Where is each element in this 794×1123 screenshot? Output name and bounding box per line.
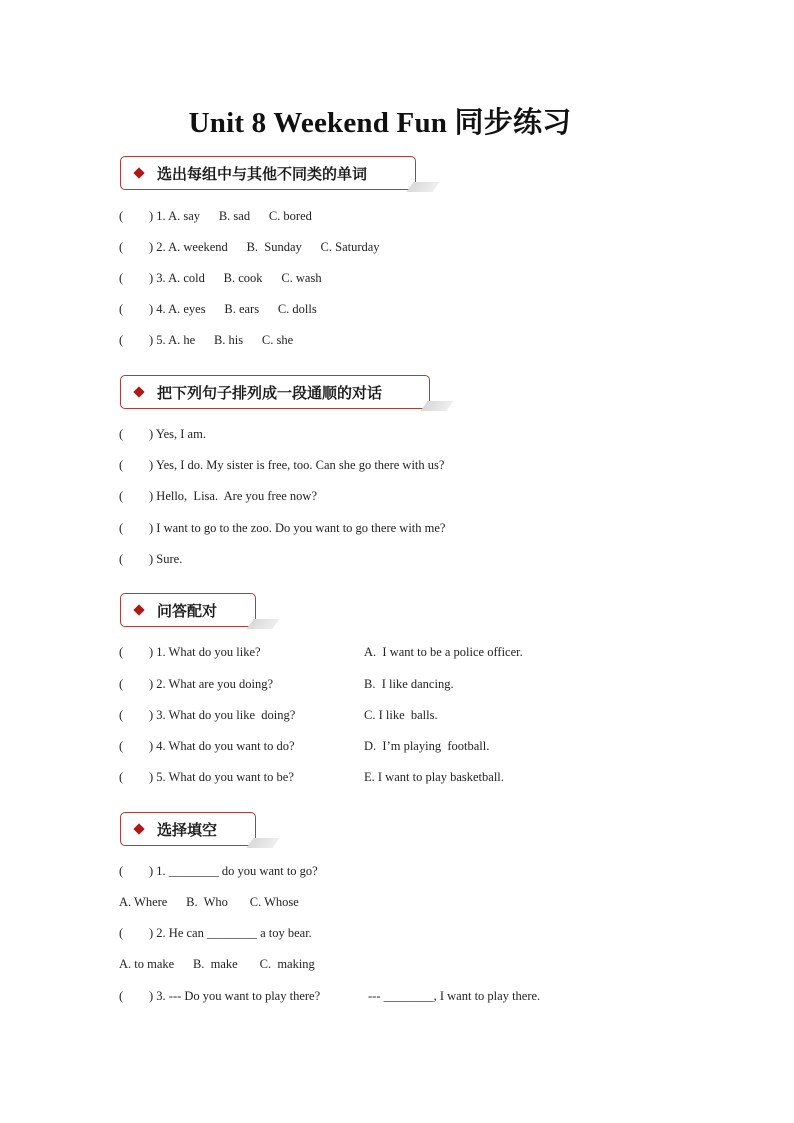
s2-item-5: ( ) Sure.: [119, 552, 183, 566]
s3-question-1: ( ) 1. What do you like?: [119, 645, 261, 659]
s1-item-3: ( ) 3. A. cold B. cook C. wash: [119, 271, 322, 285]
section-4-banner: [120, 812, 270, 848]
s3-question-4: ( ) 4. What do you want to do?: [119, 739, 295, 753]
s1-item-2: ( ) 2. A. weekend B. Sunday C. Saturday: [119, 240, 380, 254]
section-1-banner: [120, 156, 420, 192]
banner-shadow: [406, 182, 439, 192]
s3-answer-b: B. I like dancing.: [364, 677, 454, 691]
section-2-banner: [120, 375, 440, 411]
s3-answer-a: A. I want to be a police officer.: [364, 645, 523, 659]
s4-options-1: A. Where B. Who C. Whose: [119, 895, 299, 909]
diamond-icon: [133, 604, 144, 615]
banner-shadow: [420, 401, 453, 411]
section-3-heading: 问答配对: [157, 601, 218, 620]
s2-item-4: ( ) I want to go to the zoo. Do you want to go there with me?: [119, 521, 446, 535]
s2-item-3: ( ) Hello, Lisa. Are you free now?: [119, 489, 317, 503]
s3-question-5: ( ) 5. What do you want to be?: [119, 770, 294, 784]
s4-reply-3: --- ________, I want to play there.: [368, 989, 541, 1003]
s2-item-1: ( ) Yes, I am.: [119, 427, 206, 441]
section-2-box: [120, 375, 430, 409]
s2-item-2: ( ) Yes, I do. My sister is free, too. Can she go there with us?: [119, 458, 445, 472]
s3-answer-c: C. I like balls.: [364, 708, 438, 722]
section-2-heading: 把下列句子排列成一段通顺的对话: [157, 383, 383, 402]
s1-item-1: ( ) 1. A. say B. sad C. bored: [119, 209, 312, 223]
section-4-box: [120, 812, 256, 846]
banner-shadow: [246, 619, 279, 629]
section-4-heading: 选择填空: [157, 820, 218, 839]
section-3-banner: [120, 593, 270, 629]
s4-question-1: ( ) 1. ________ do you want to go?: [119, 864, 318, 878]
s4-options-2: A. to make B. make C. making: [119, 957, 315, 971]
section-3-box: [120, 593, 256, 627]
s3-answer-e: E. I want to play basketball.: [364, 770, 504, 784]
section-1-heading: 选出每组中与其他不同类的单词: [157, 164, 368, 183]
s1-item-5: ( ) 5. A. he B. his C. she: [119, 333, 294, 347]
s3-question-3: ( ) 3. What do you like doing?: [119, 708, 296, 722]
diamond-icon: [133, 823, 144, 834]
banner-shadow: [246, 838, 279, 848]
s3-answer-d: D. I’m playing football.: [364, 739, 490, 753]
s4-question-2: ( ) 2. He can ________ a toy bear.: [119, 926, 312, 940]
s1-item-4: ( ) 4. A. eyes B. ears C. dolls: [119, 302, 317, 316]
diamond-icon: [133, 167, 144, 178]
diamond-icon: [133, 386, 144, 397]
section-1-box: [120, 156, 416, 190]
s4-question-3: ( ) 3. --- Do you want to play there?: [119, 989, 321, 1003]
s3-question-2: ( ) 2. What are you doing?: [119, 677, 274, 691]
page-title: Unit 8 Weekend Fun 同步练习: [188, 107, 572, 139]
